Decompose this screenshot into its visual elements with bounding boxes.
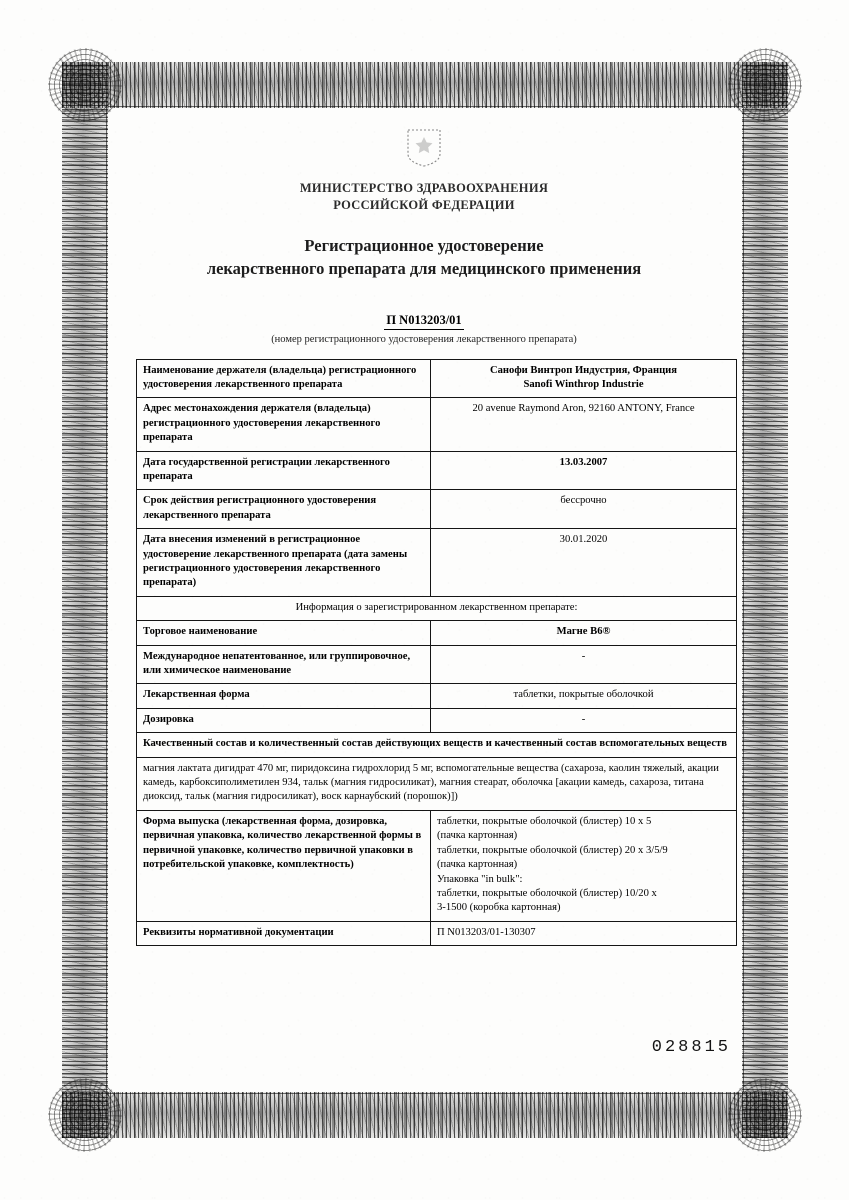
label-release-form: Форма выпуска (лекарственная форма, дозировка, первичная упаковка, количество лекарственной формы в первичной упаковке, количество первичной упаковки в потребительской упаковке, комплектность) [137, 810, 431, 921]
value-amendment-date: 30.01.2020 [431, 529, 737, 597]
value-inn: - [431, 645, 737, 684]
border-band-bottom [62, 1092, 788, 1138]
release-form-line: Упаковка "in bulk": [437, 873, 523, 885]
table-row-registration-date [137, 451, 737, 490]
label-trade-name: Торговое наименование [137, 621, 431, 645]
value-dosage-form: таблетки, покрытые оболочкой [431, 684, 737, 708]
release-form-line: таблетки, покрытые оболочкой (блистер) 10 х 5 [437, 815, 652, 827]
label-dosage: Дозировка [137, 708, 431, 732]
release-form-line: таблетки, покрытые оболочкой (блистер) 20 х 3/5/9 [437, 844, 668, 856]
table-row-release-form [137, 810, 737, 921]
border-rule-bottom [108, 1093, 742, 1094]
border-rule-left [106, 108, 107, 1092]
value-composition: магния лактата дигидрат 470 мг, пиридоксина гидрохлорид 5 мг, вспомогательные вещества (сахароза, каолин тяжелый, акации камедь, карбоксиполиметилен 934, тальк (магния гидросиликат), магния стеарат, оболочка [акации камедь, сахароза, титана диоксид, тальк (магния гидросиликат), воск карнаубский (порошок)]) [137, 757, 737, 810]
ministry-line-1: МИНИСТЕРСТВО ЗДРАВООХРАНЕНИЯ [299, 181, 549, 195]
document-title-line-1: Регистрационное удостоверение [304, 236, 544, 255]
table-row-validity [137, 490, 737, 529]
label-address: Адрес местонахождения держателя (владельца) регистрационного удостоверения лекарственного препарата [137, 398, 431, 451]
value-holder [431, 359, 737, 398]
table-row-composition-value [137, 757, 737, 810]
label-inn: Международное непатентованное, или группировочное, или химическое наименование [137, 645, 431, 684]
serial-number: 028815 [651, 1038, 731, 1057]
release-form-line: (пачка картонная) [437, 830, 518, 842]
ministry-heading [136, 180, 712, 213]
value-release-form [431, 810, 737, 921]
corner-medallion-bottom-left [48, 1078, 122, 1152]
value-registration-date: 13.03.2007 [431, 451, 737, 490]
value-address: 20 avenue Raymond Aron, 92160 ANTONY, France [431, 398, 737, 451]
table-row-section-header [137, 596, 737, 620]
table-row-dosage [137, 708, 737, 732]
table-row-inn [137, 645, 737, 684]
border-rule-top [108, 106, 742, 107]
label-amendment-date: Дата внесения изменений в регистрационное удостоверение лекарственного препарата (дата замены регистрационного удостоверения лекарственного препарата) [137, 529, 431, 597]
corner-medallion-top-right [728, 48, 802, 122]
table-row-trade-name [137, 621, 737, 645]
registration-table [136, 359, 737, 947]
value-trade-name: Магне B6® [431, 621, 737, 645]
table-row-dosage-form [137, 684, 737, 708]
release-form-line: таблетки, покрытые оболочкой (блистер) 10/20 х [437, 887, 657, 899]
value-holder-en: Sanofi Winthrop Industrie [523, 378, 644, 390]
ministry-line-2: РОССИЙСКОЙ ФЕДЕРАЦИИ [333, 197, 515, 212]
table-row-amendment-date [137, 529, 737, 597]
table-row-composition-label [137, 733, 737, 757]
registration-number: П N013203/01 [384, 313, 463, 330]
value-holder-ru: Санофи Винтроп Индустрия, Франция [489, 364, 678, 376]
corner-medallion-bottom-right [728, 1078, 802, 1152]
document-title-line-2: лекарственного препарата для медицинского применения [206, 258, 642, 278]
table-row-normative-docs [137, 921, 737, 945]
label-normative-docs: Реквизиты нормативной документации [137, 921, 431, 945]
label-holder: Наименование держателя (владельца) регистрационного удостоверения лекарственного препарата [137, 359, 431, 398]
coat-of-arms-icon [406, 128, 442, 168]
border-rule-right [743, 108, 744, 1092]
value-normative-docs: П N013203/01-130307 [431, 921, 737, 945]
document-content [136, 128, 727, 946]
label-composition: Качественный состав и количественный состав действующих веществ и качественный состав вспомогательных веществ [137, 733, 737, 757]
border-band-top [62, 62, 788, 108]
value-validity: бессрочно [431, 490, 737, 529]
table-row-holder [137, 359, 737, 398]
registration-number-caption: (номер регистрационного удостоверения лекарственного препарата) [271, 333, 577, 345]
label-dosage-form: Лекарственная форма [137, 684, 431, 708]
release-form-line: 3-1500 (коробка картонная) [437, 902, 561, 914]
border-band-left [62, 62, 108, 1138]
corner-medallion-top-left [48, 48, 122, 122]
table-row-address [137, 398, 737, 451]
section-header-registered-product: Информация о зарегистрированном лекарственном препарате: [137, 596, 737, 620]
label-validity: Срок действия регистрационного удостоверения лекарственного препарата [137, 490, 431, 529]
label-registration-date: Дата государственной регистрации лекарственного препарата [137, 451, 431, 490]
release-form-line: (пачка картонная) [437, 859, 518, 871]
registration-number-block [136, 311, 712, 330]
document-title [136, 235, 712, 281]
border-band-right [742, 62, 788, 1138]
value-dosage: - [431, 708, 737, 732]
